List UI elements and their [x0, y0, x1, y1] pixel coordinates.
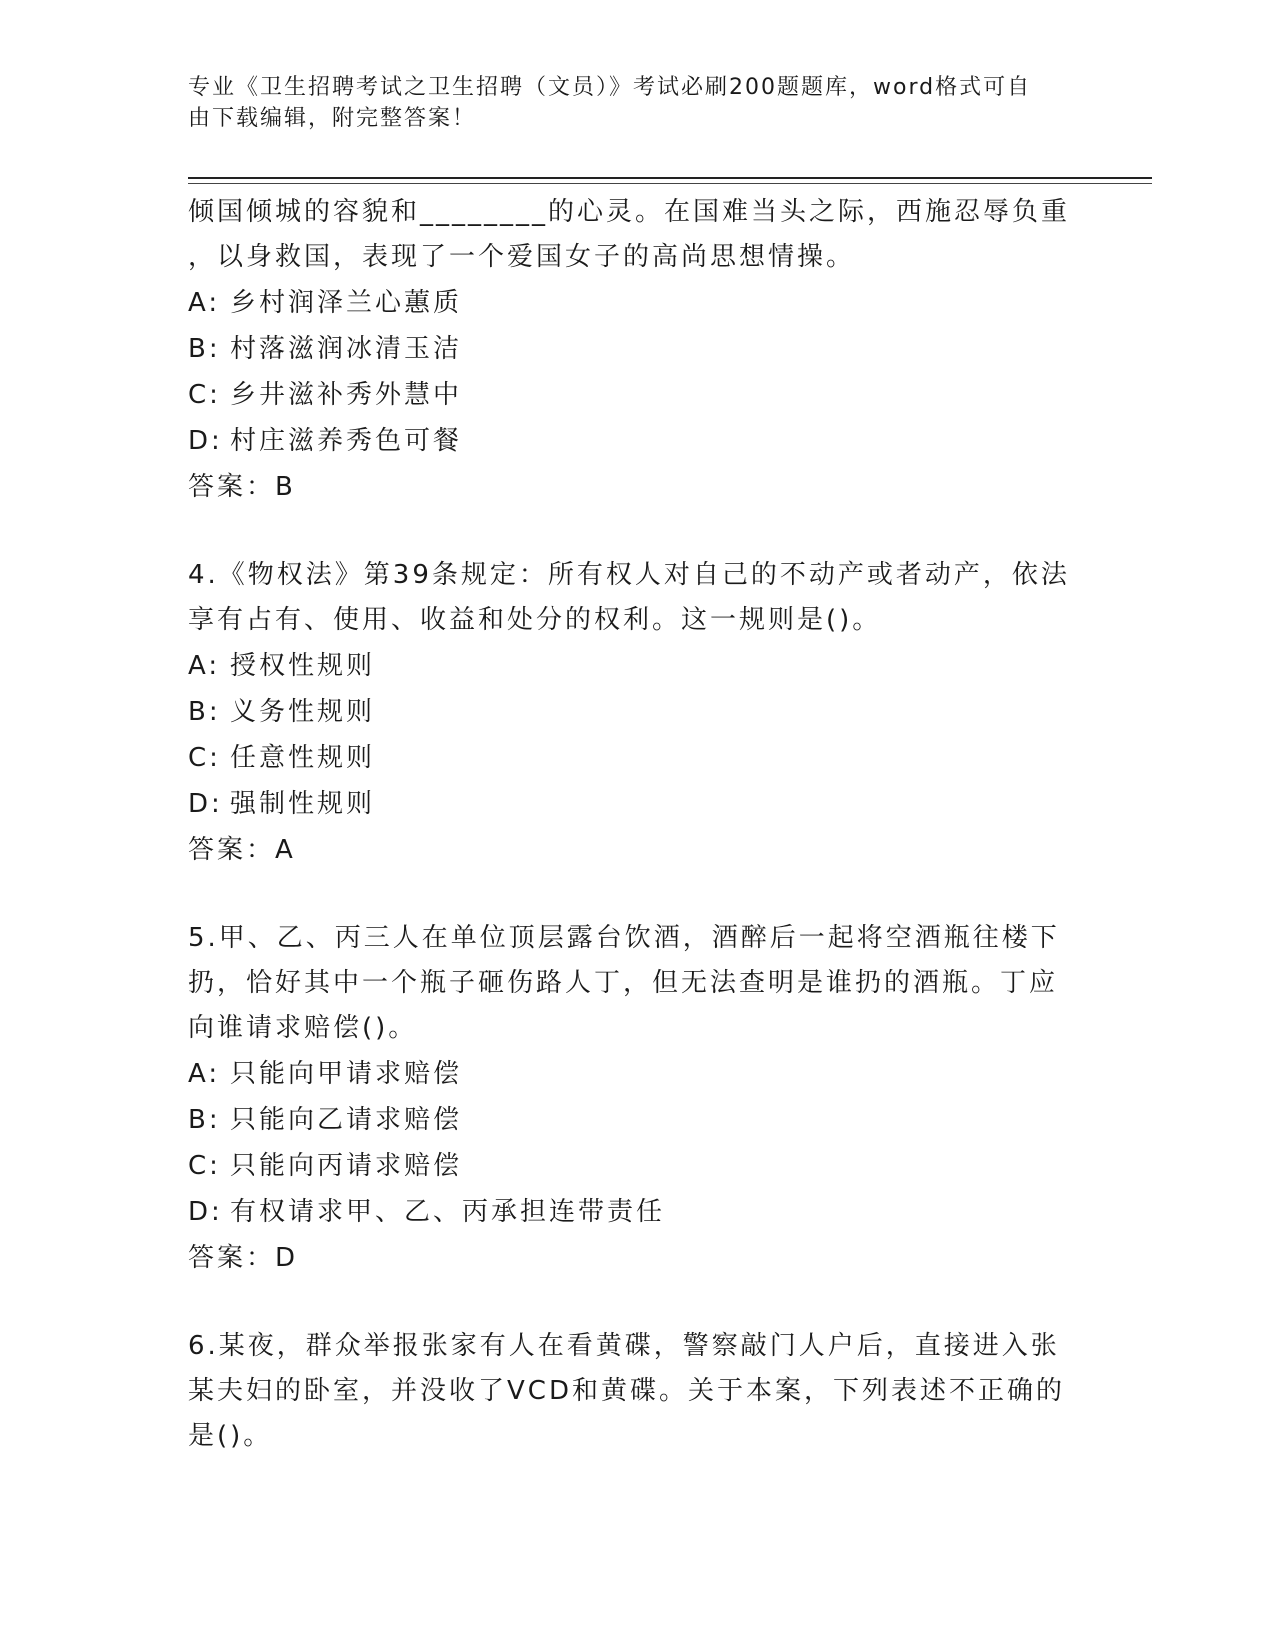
option-text: 村落滋润冰清玉洁 — [230, 334, 463, 364]
option-key: B: — [188, 334, 221, 364]
question-6 — [188, 1324, 1088, 1459]
option-d — [188, 1189, 1088, 1235]
option-key: D: — [188, 1197, 223, 1227]
option-d — [188, 781, 1088, 827]
spacer — [188, 510, 1088, 553]
option-text: 村庄滋养秀色可餐 — [230, 426, 463, 456]
answer: 答案：D — [188, 1243, 299, 1273]
option-a — [188, 280, 1088, 326]
option-key: B: — [188, 1105, 221, 1135]
option-c — [188, 1143, 1088, 1189]
option-key: B: — [188, 697, 221, 727]
option-key: A: — [188, 1059, 221, 1089]
option-key: D: — [188, 789, 223, 819]
question-text-line: 倾国倾城的容貌和________的心灵。在国难当头之际，西施忍辱负重 — [188, 197, 1071, 227]
option-key: D: — [188, 426, 223, 456]
option-text: 任意性规则 — [230, 743, 376, 773]
option-key: A: — [188, 288, 221, 318]
spacer — [188, 1281, 1088, 1324]
question-text-line: 是()。 — [188, 1421, 273, 1451]
option-text: 只能向甲请求赔偿 — [230, 1059, 463, 1089]
option-a — [188, 643, 1088, 689]
question-text-line: 向谁请求赔偿()。 — [188, 1013, 418, 1043]
header-line-2: 由下载编辑，附完整答案！ — [188, 106, 477, 131]
option-key: C: — [188, 380, 221, 410]
header-rule-thick — [188, 177, 1152, 179]
option-b — [188, 326, 1088, 372]
header-line-1: 专业《卫生招聘考试之卫生招聘（文员）》考试必刷200题题库，word格式可自 — [188, 75, 1032, 100]
option-text: 义务性规则 — [230, 697, 376, 727]
answer: 答案：A — [188, 835, 296, 865]
answer: 答案：B — [188, 472, 296, 502]
spacer — [188, 873, 1088, 916]
option-b — [188, 1097, 1088, 1143]
question-text-line: 6.某夜，群众举报张家有人在看黄碟，警察敲门人户后，直接进入张 — [188, 1331, 1060, 1361]
question-text-line: 5.甲、乙、丙三人在单位顶层露台饮酒，酒醉后一起将空酒瓶往楼下 — [188, 923, 1060, 953]
question-3 — [188, 190, 1088, 510]
option-text: 乡村润泽兰心蕙质 — [230, 288, 463, 318]
option-b — [188, 689, 1088, 735]
option-a — [188, 1051, 1088, 1097]
option-key: C: — [188, 743, 221, 773]
question-text-line: ，以身救国，表现了一个爱国女子的高尚思想情操。 — [188, 242, 856, 272]
header-rule-thin — [188, 183, 1152, 184]
document-body — [188, 190, 1088, 1459]
question-text-line: 享有占有、使用、收益和处分的权利。这一规则是()。 — [188, 605, 882, 635]
question-text-line: 扔，恰好其中一个瓶子砸伤路人丁，但无法查明是谁扔的酒瓶。丁应 — [188, 968, 1059, 998]
option-key: C: — [188, 1151, 221, 1181]
option-d — [188, 418, 1088, 464]
option-c — [188, 372, 1088, 418]
option-c — [188, 735, 1088, 781]
option-text: 乡井滋补秀外慧中 — [230, 380, 463, 410]
option-text: 有权请求甲、乙、丙承担连带责任 — [230, 1197, 666, 1227]
option-text: 只能向丙请求赔偿 — [230, 1151, 463, 1181]
question-text-line: 某夫妇的卧室，并没收了VCD和黄碟。关于本案，下列表述不正确的 — [188, 1376, 1065, 1406]
question-text-line: 4.《物权法》第39条规定：所有权人对自己的不动产或者动产，依法 — [188, 560, 1070, 590]
question-4 — [188, 553, 1088, 873]
option-text: 只能向乙请求赔偿 — [230, 1105, 463, 1135]
option-key: A: — [188, 651, 221, 681]
option-text: 授权性规则 — [230, 651, 376, 681]
option-text: 强制性规则 — [230, 789, 376, 819]
question-5 — [188, 916, 1088, 1281]
document-header — [188, 72, 1068, 134]
